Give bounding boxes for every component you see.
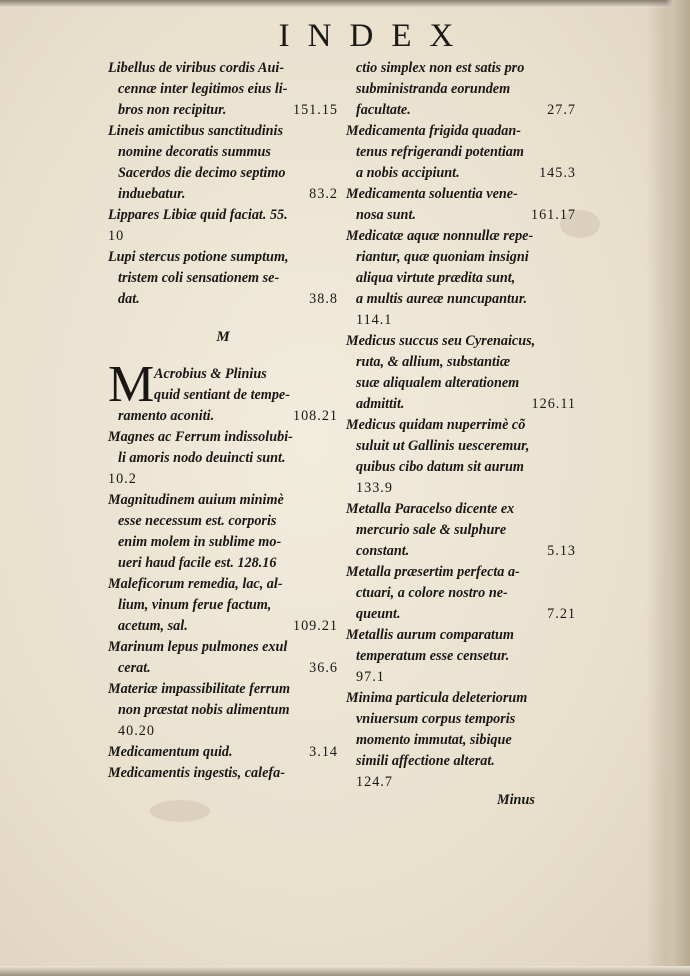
entry-text: simili affectione alterat. (356, 753, 495, 769)
entry-text: 40.20 (118, 723, 155, 739)
page-top-edge (0, 0, 690, 8)
index-entry-line (108, 100, 338, 121)
index-entry-line (108, 490, 338, 511)
index-entry-line (346, 583, 576, 604)
entry-text: cerat. (118, 660, 151, 676)
index-entry-line (346, 289, 576, 310)
index-column-right (346, 58, 576, 793)
entry-text: 97.1 (356, 669, 385, 685)
index-entry-line (108, 721, 338, 742)
index-entry-line (346, 520, 576, 541)
entry-text: ctuari, a colore nostro ne- (356, 585, 508, 601)
entry-text: Materiæ impassibilitate ferrum (108, 681, 291, 697)
entry-text: Minima particula deleteriorum (346, 690, 528, 706)
index-entry-line (346, 541, 576, 562)
entry-text: Metalla Paracelso dicente ex (346, 501, 515, 517)
entry-text: cennæ inter legitimos eius li- (118, 81, 288, 97)
entry-text: Metalla præsertim perfecta a- (346, 564, 520, 580)
entry-text: riantur, quæ quoniam insigni (356, 249, 529, 265)
entry-text: Magnes ac Ferrum indissolubi- (108, 429, 293, 445)
index-entry-line (346, 268, 576, 289)
index-entry-line (108, 742, 338, 763)
page-gutter-shadow (646, 0, 690, 976)
entry-text: admittit. (356, 396, 405, 412)
entry-text: dat. (118, 291, 140, 307)
entry-text: suæ aliqualem alterationem (356, 375, 520, 391)
index-entry-line (108, 79, 338, 100)
index-entry-line (108, 163, 338, 184)
entry-text: constant. (356, 543, 410, 559)
index-column-left (108, 58, 338, 784)
entry-text: Magnitudinem auium minimè (108, 492, 284, 508)
entry-text: ueri haud facile est. 128.16 (118, 555, 277, 571)
entry-text: ctio simplex non est satis pro (356, 60, 525, 76)
index-entry-line (108, 763, 338, 784)
index-entry-line (346, 310, 576, 331)
entry-text: induebatur. (118, 186, 186, 202)
entry-text: Marinum lepus pulmones exul (108, 639, 288, 655)
index-entry-line (108, 268, 338, 289)
entry-text: Medicamentum quid. (108, 744, 233, 760)
entry-text: li amoris nodo deuincti sunt. (118, 450, 286, 466)
index-entry-line (108, 679, 338, 700)
index-entry-line (108, 406, 338, 427)
entry-text: Medicatæ aquæ nonnullæ repe- (346, 228, 534, 244)
page-reference: 38.8 (309, 291, 338, 307)
entry-text: Medicamenta soluentia vene- (346, 186, 518, 202)
entry-text: tenus refrigerandi potentiam (356, 144, 524, 160)
index-entry-line (108, 700, 338, 721)
index-entry-line (346, 625, 576, 646)
index-entry-line (346, 247, 576, 268)
index-entry-line (108, 637, 338, 658)
index-entry-line (346, 562, 576, 583)
page-reference: 3.14 (309, 744, 338, 760)
index-entry-line (108, 364, 338, 385)
index-entry-line (108, 658, 338, 679)
index-entry-line (108, 469, 338, 490)
entry-text: nomine decoratis summus (118, 144, 271, 160)
index-entry-line (346, 457, 576, 478)
index-entry-line (108, 385, 338, 406)
page-reference: 83.2 (309, 186, 338, 202)
entry-text: Maleficorum remedia, lac, al- (108, 576, 283, 592)
index-entry-line (346, 163, 576, 184)
entry-text: enim molem in sublime mo- (118, 534, 282, 550)
dropcap-entry (108, 356, 338, 413)
entry-text: Medicamenta frigida quadan- (346, 123, 521, 139)
index-entry-line (346, 604, 576, 625)
index-entry-line (108, 595, 338, 616)
index-entry-line (346, 331, 576, 352)
index-entry-line (346, 478, 576, 499)
entry-text: suluit ut Gallinis uesceremur, (356, 438, 530, 454)
index-entry-line (108, 226, 338, 247)
index-entry-line (346, 772, 576, 793)
entry-text: Lupi stercus potione sumptum, (108, 249, 289, 265)
index-entry-line (346, 751, 576, 772)
index-entry-line (108, 427, 338, 448)
entry-text: quid sentiant de tempe- (154, 387, 290, 403)
entry-text: nosa sunt. (356, 207, 416, 223)
page-reference: 7.21 (547, 606, 576, 622)
index-entry-line (346, 394, 576, 415)
index-entry-line (346, 58, 576, 79)
page-reference: 161.17 (530, 207, 576, 223)
entry-text: acetum, sal. (118, 618, 188, 634)
catchword: Minus (497, 792, 535, 808)
index-entry-line (346, 226, 576, 247)
section-letter: M (216, 329, 230, 345)
index-entry-line (346, 688, 576, 709)
entry-text: Medicamentis ingestis, calefa- (108, 765, 285, 781)
entry-text: lium, vinum ferue factum, (118, 597, 272, 613)
entry-text: 133.9 (356, 480, 393, 496)
entry-text: tristem coli sensationem se- (118, 270, 280, 286)
index-entry-line (346, 730, 576, 751)
index-entry-line (346, 184, 576, 205)
index-entry-line (108, 448, 338, 469)
entry-text: subministranda eorundem (356, 81, 511, 97)
entry-text: vniuersum corpus temporis (356, 711, 516, 727)
entry-text: Metallis aurum comparatum (346, 627, 514, 643)
entry-text: esse necessum est. corporis (118, 513, 277, 529)
page-reference: 27.7 (547, 102, 576, 118)
entry-text: Libellus de viribus cordis Aui- (108, 60, 285, 76)
entry-text: bros non recipitur. (118, 102, 227, 118)
entry-text: temperatum esse censetur. (356, 648, 510, 664)
entry-text: Sacerdos die decimo septimo (118, 165, 286, 181)
entry-text: 114.1 (356, 312, 393, 328)
index-entry-line (108, 205, 338, 226)
index-entry-line (108, 511, 338, 532)
entry-text: ruta, & allium, substantiæ (356, 354, 511, 370)
paper-stain (150, 800, 210, 822)
entry-text: queunt. (356, 606, 401, 622)
index-entry-line (346, 352, 576, 373)
page-reference: 36.6 (309, 660, 338, 676)
page-reference: 126.11 (531, 396, 576, 412)
index-entry-line (108, 247, 338, 268)
index-entry-line (346, 79, 576, 100)
entry-text: Lineis amictibus sanctitudinis (108, 123, 284, 139)
page-reference: 151.15 (292, 102, 338, 118)
index-entry-line (346, 415, 576, 436)
entry-text: Lippares Libiæ quid faciat. 55. (108, 207, 288, 223)
index-entry-line (108, 574, 338, 595)
entry-text: Medicus quidam nuperrimè cõ (346, 417, 526, 433)
entry-text: ramento aconiti. (118, 408, 215, 424)
page-reference: 145.3 (539, 165, 576, 181)
index-entry-line (108, 553, 338, 574)
index-entry-line (108, 289, 338, 310)
index-entry-line (346, 142, 576, 163)
index-entry-line (346, 373, 576, 394)
index-entry-line (346, 499, 576, 520)
entry-text: quibus cibo datum sit aurum (356, 459, 524, 475)
page-reference: 5.13 (547, 543, 576, 559)
index-entry-line (108, 142, 338, 163)
page-header: INDEX (278, 18, 472, 54)
entry-text: 10.2 (108, 471, 137, 487)
entry-text: Medicus succus seu Cyrenaicus, (346, 333, 536, 349)
entry-text: Acrobius & Plinius (154, 366, 267, 382)
index-entry-line (346, 709, 576, 730)
page-reference: 109.21 (292, 618, 338, 634)
index-entry-line (346, 100, 576, 121)
entry-text: a nobis accipiunt. (356, 165, 460, 181)
entry-text: 124.7 (356, 774, 393, 790)
drop-capital: M (108, 356, 155, 413)
index-entry-line (346, 121, 576, 142)
entry-text: 10 (108, 228, 125, 244)
index-entry-line (108, 121, 338, 142)
page-reference: 108.21 (292, 408, 338, 424)
entry-text: a multis aureæ nuncupantur. (356, 291, 528, 307)
index-entry-line (346, 646, 576, 667)
entry-text: non præstat nobis alimentum (118, 702, 290, 718)
index-entry-line (346, 436, 576, 457)
index-entry-line (346, 205, 576, 226)
index-entry-line (108, 184, 338, 205)
index-entry-line (346, 667, 576, 688)
entry-text: facultate. (356, 102, 411, 118)
index-entry-line (108, 58, 338, 79)
entry-text: mercurio sale & sulphure (356, 522, 507, 538)
entry-text: momento immutat, sibique (356, 732, 512, 748)
entry-text: aliqua virtute prædita sunt, (356, 270, 516, 286)
page-bottom-edge (0, 966, 690, 976)
index-entry-line (108, 532, 338, 553)
index-entry-line (108, 616, 338, 637)
